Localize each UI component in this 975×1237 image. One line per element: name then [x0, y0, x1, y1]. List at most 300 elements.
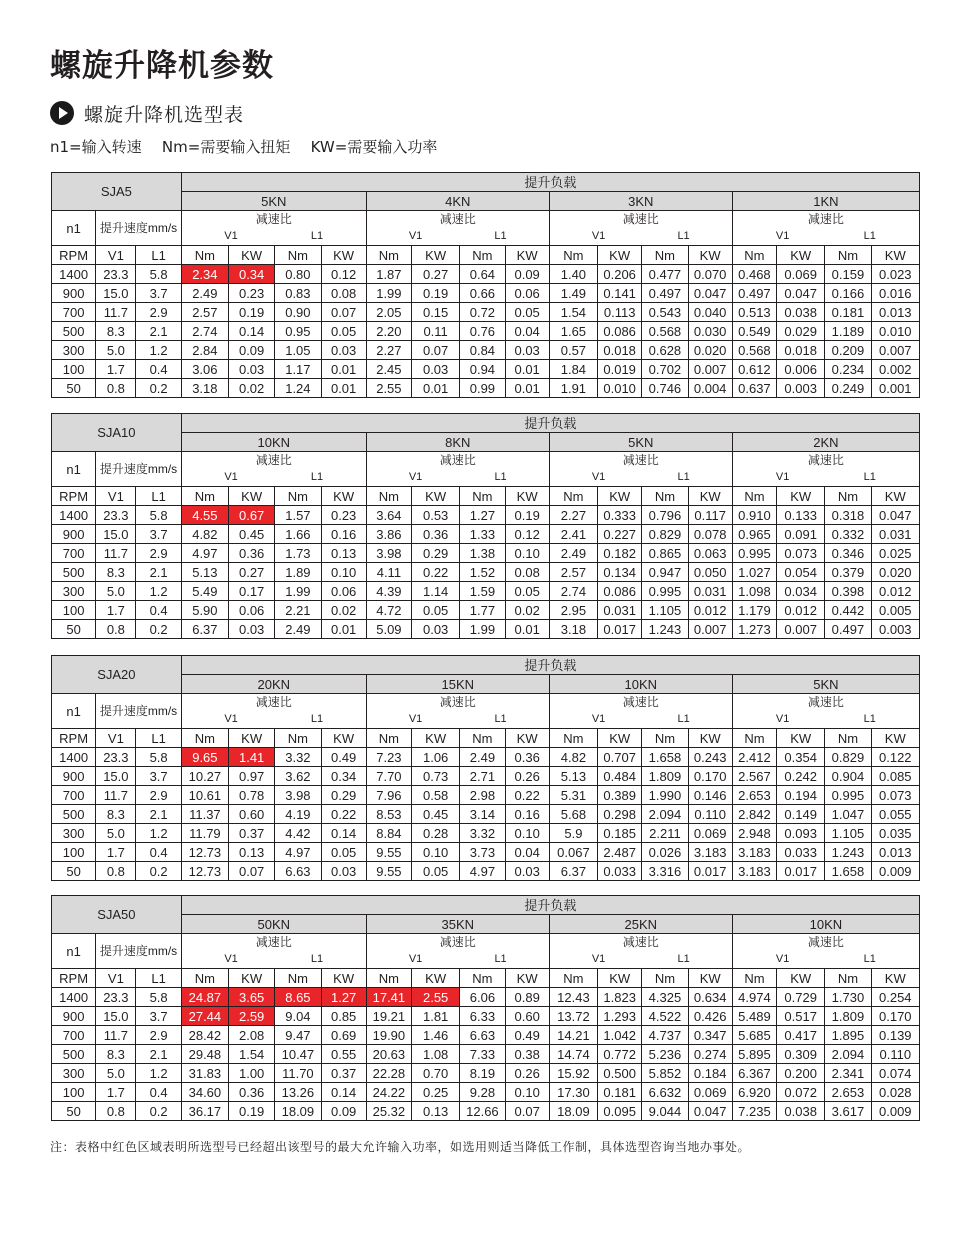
load-header: 50KN — [181, 915, 366, 934]
data-cell: 0.047 — [777, 284, 825, 303]
unit-kw: KW — [688, 969, 732, 988]
data-cell: 0.58 — [412, 786, 460, 805]
data-cell: 10.27 — [181, 767, 228, 786]
data-cell: 1400 — [52, 988, 96, 1007]
ratio-types — [367, 228, 549, 245]
data-cell: 27.44 — [181, 1007, 228, 1026]
unit-kw: KW — [871, 729, 919, 748]
data-cell: 2.49 — [549, 544, 597, 563]
data-cell: 0.332 — [825, 525, 871, 544]
data-cell: 6.33 — [460, 1007, 505, 1026]
unit-kw: KW — [777, 487, 825, 506]
lift-load-title: 提升负载 — [181, 414, 919, 433]
data-cell: 4.325 — [642, 988, 688, 1007]
load-header: 3KN — [549, 192, 732, 211]
data-cell: 3.7 — [136, 525, 181, 544]
unit-kw: KW — [871, 969, 919, 988]
data-cell: 0.194 — [777, 786, 825, 805]
data-cell: 0.8 — [96, 1102, 136, 1121]
data-cell: 3.7 — [136, 767, 181, 786]
data-cell: 1.49 — [549, 284, 597, 303]
ratio-label: 减速比 — [255, 695, 292, 709]
data-cell: 4.97 — [275, 843, 321, 862]
data-cell: 5.0 — [96, 341, 136, 360]
unit-kw: KW — [871, 246, 919, 265]
data-cell: 1.27 — [321, 988, 366, 1007]
data-cell: 0.16 — [505, 805, 549, 824]
data-cell: 29.48 — [181, 1045, 228, 1064]
table-row — [52, 843, 920, 862]
ratio-label: 减速比 — [255, 935, 292, 949]
unit-kw: KW — [688, 729, 732, 748]
data-cell: 15.0 — [96, 767, 136, 786]
unit-rpm: RPM — [52, 246, 96, 265]
ratio-types — [367, 469, 549, 486]
unit-rpm: RPM — [52, 969, 96, 988]
ratio-v1: V1 — [408, 953, 423, 965]
data-cell: 0.27 — [412, 265, 460, 284]
data-cell: 3.7 — [136, 1007, 181, 1026]
data-cell: 2.9 — [136, 786, 181, 805]
data-cell: 1.05 — [275, 341, 321, 360]
data-cell: 1.047 — [825, 805, 871, 824]
data-cell: 31.83 — [181, 1064, 228, 1083]
data-cell: 0.2 — [136, 862, 181, 881]
ratio-l1: L1 — [677, 713, 690, 725]
data-cell: 17.41 — [366, 988, 411, 1007]
data-cell: 0.13 — [321, 544, 366, 563]
data-cell: 0.03 — [505, 862, 549, 881]
data-cell: 2.948 — [732, 824, 776, 843]
ratio-l1: L1 — [677, 230, 690, 242]
data-cell: 0.019 — [598, 360, 642, 379]
data-cell: 3.183 — [688, 843, 732, 862]
data-cell: 19.90 — [366, 1026, 411, 1045]
data-cell: 2.57 — [549, 563, 597, 582]
data-cell: 3.86 — [366, 525, 411, 544]
ratio-types — [733, 228, 919, 245]
data-cell: 0.23 — [229, 284, 275, 303]
data-cell: 0.028 — [871, 1083, 919, 1102]
ratio-header — [732, 452, 919, 487]
data-cell: 0.047 — [688, 1102, 732, 1121]
data-cell: 1400 — [52, 748, 96, 767]
data-cell: 19.21 — [366, 1007, 411, 1026]
data-cell: 1.2 — [136, 824, 181, 843]
ratio-v1: V1 — [408, 471, 423, 483]
data-cell: 0.04 — [505, 322, 549, 341]
data-cell: 36.17 — [181, 1102, 228, 1121]
data-cell: 1400 — [52, 506, 96, 525]
data-cell: 0.354 — [777, 748, 825, 767]
ratio-types — [182, 711, 366, 728]
table-row — [52, 1064, 920, 1083]
data-cell: 0.184 — [688, 1064, 732, 1083]
data-cell: 1.658 — [642, 748, 688, 767]
data-cell: 0.4 — [136, 1083, 181, 1102]
data-cell: 900 — [52, 767, 96, 786]
data-cell: 0.03 — [229, 360, 275, 379]
data-cell: 5.09 — [366, 620, 411, 639]
ratio-label: 减速比 — [439, 695, 476, 709]
data-cell: 0.37 — [229, 824, 275, 843]
data-cell: 7.96 — [366, 786, 411, 805]
data-cell: 0.069 — [688, 1083, 732, 1102]
ratio-v1: V1 — [775, 471, 790, 483]
data-cell: 2.9 — [136, 544, 181, 563]
ratio-header — [181, 452, 366, 487]
unit-v1: V1 — [96, 729, 136, 748]
speed-unit: mm/s — [147, 703, 178, 718]
speed-label: 提升速度 — [99, 943, 148, 958]
data-cell: 0.13 — [229, 843, 275, 862]
data-cell: 700 — [52, 786, 96, 805]
data-cell: 0.99 — [460, 379, 505, 398]
data-cell: 0.03 — [412, 360, 460, 379]
unit-v1: V1 — [96, 246, 136, 265]
data-cell: 1400 — [52, 265, 96, 284]
unit-l1: L1 — [136, 246, 181, 265]
ratio-header — [366, 934, 549, 969]
data-cell: 700 — [52, 1026, 96, 1045]
unit-nm: Nm — [732, 969, 776, 988]
data-cell: 0.55 — [321, 1045, 366, 1064]
spec-table-sja20 — [51, 655, 920, 881]
data-cell: 3.18 — [549, 620, 597, 639]
ratio-l1: L1 — [677, 471, 690, 483]
data-cell: 9.47 — [275, 1026, 321, 1045]
data-cell: 700 — [52, 544, 96, 563]
data-cell: 1.59 — [460, 582, 505, 601]
data-cell: 0.02 — [505, 601, 549, 620]
data-cell: 0.85 — [321, 1007, 366, 1026]
data-cell: 0.26 — [505, 1064, 549, 1083]
data-cell: 11.7 — [96, 786, 136, 805]
data-cell: 1.89 — [275, 563, 321, 582]
data-cell: 0.10 — [321, 563, 366, 582]
data-cell: 0.017 — [688, 862, 732, 881]
data-cell: 0.086 — [598, 322, 642, 341]
speed-header — [96, 452, 182, 487]
data-cell: 0.01 — [412, 379, 460, 398]
unit-kw: KW — [688, 487, 732, 506]
table-row — [52, 322, 920, 341]
data-cell: 0.002 — [871, 360, 919, 379]
data-cell: 0.729 — [777, 988, 825, 1007]
data-cell: 6.63 — [275, 862, 321, 881]
data-cell: 12.73 — [181, 843, 228, 862]
ratio-v1: V1 — [591, 471, 606, 483]
data-cell: 8.3 — [96, 805, 136, 824]
data-cell: 0.170 — [688, 767, 732, 786]
data-cell: 0.117 — [688, 506, 732, 525]
data-cell: 11.37 — [181, 805, 228, 824]
data-cell: 0.08 — [321, 284, 366, 303]
data-cell: 0.086 — [598, 582, 642, 601]
data-cell: 4.737 — [642, 1026, 688, 1045]
data-cell: 50 — [52, 862, 96, 881]
data-cell: 0.006 — [777, 360, 825, 379]
ratio-v1: V1 — [224, 713, 238, 725]
data-cell: 0.181 — [598, 1083, 642, 1102]
data-cell: 1.81 — [412, 1007, 460, 1026]
data-cell: 0.22 — [505, 786, 549, 805]
n1-header: n1 — [52, 694, 96, 729]
ratio-label: 减速比 — [622, 212, 659, 226]
data-cell: 0.035 — [871, 824, 919, 843]
data-cell: 0.054 — [777, 563, 825, 582]
data-cell: 0.309 — [777, 1045, 825, 1064]
unit-nm: Nm — [181, 969, 228, 988]
data-cell: 0.22 — [321, 805, 366, 824]
data-cell: 3.06 — [181, 360, 228, 379]
data-cell: 2.842 — [732, 805, 776, 824]
data-cell: 1.41 — [229, 748, 275, 767]
lift-load-title: 提升负载 — [181, 173, 919, 192]
ratio-header — [732, 934, 919, 969]
data-cell: 0.4 — [136, 843, 181, 862]
data-cell: 0.166 — [825, 284, 871, 303]
data-cell: 0.122 — [871, 748, 919, 767]
lift-load-title: 提升负载 — [181, 656, 919, 675]
data-cell: 0.333 — [598, 506, 642, 525]
data-cell: 0.28 — [412, 824, 460, 843]
data-cell: 0.069 — [688, 824, 732, 843]
data-cell: 0.227 — [598, 525, 642, 544]
data-cell: 0.468 — [732, 265, 776, 284]
data-cell: 0.796 — [642, 506, 688, 525]
unit-kw: KW — [412, 246, 460, 265]
data-cell: 0.030 — [688, 322, 732, 341]
data-cell: 100 — [52, 601, 96, 620]
data-cell: 6.37 — [549, 862, 597, 881]
unit-kw: KW — [412, 487, 460, 506]
table-row — [52, 506, 920, 525]
data-cell: 0.67 — [229, 506, 275, 525]
data-cell: 0.09 — [229, 341, 275, 360]
ratio-l1: L1 — [863, 230, 876, 242]
unit-nm: Nm — [642, 969, 688, 988]
data-cell: 2.412 — [732, 748, 776, 767]
data-cell: 23.3 — [96, 748, 136, 767]
data-cell: 0.829 — [642, 525, 688, 544]
data-cell: 7.70 — [366, 767, 411, 786]
data-cell: 0.4 — [136, 601, 181, 620]
data-cell: 0.57 — [549, 341, 597, 360]
data-cell: 0.031 — [598, 601, 642, 620]
unit-nm: Nm — [825, 246, 871, 265]
data-cell: 0.07 — [505, 1102, 549, 1121]
data-cell: 11.7 — [96, 544, 136, 563]
data-cell: 12.66 — [460, 1102, 505, 1121]
unit-nm: Nm — [732, 487, 776, 506]
data-cell: 900 — [52, 1007, 96, 1026]
data-cell: 3.183 — [732, 843, 776, 862]
ratio-l1: L1 — [310, 471, 324, 483]
n1-header: n1 — [52, 452, 96, 487]
table-row — [52, 805, 920, 824]
ratio-types — [733, 951, 919, 968]
data-cell: 1.809 — [825, 1007, 871, 1026]
data-cell: 0.003 — [871, 620, 919, 639]
data-cell: 9.04 — [275, 1007, 321, 1026]
speed-label: 提升速度 — [99, 703, 148, 718]
data-cell: 0.007 — [777, 620, 825, 639]
data-cell: 1.2 — [136, 1064, 181, 1083]
data-cell: 0.17 — [229, 582, 275, 601]
data-cell: 0.14 — [321, 824, 366, 843]
data-cell: 0.03 — [412, 620, 460, 639]
unit-nm: Nm — [549, 246, 597, 265]
data-cell: 2.34 — [181, 265, 228, 284]
data-cell: 25.32 — [366, 1102, 411, 1121]
data-cell: 0.64 — [460, 265, 505, 284]
data-cell: 1.54 — [229, 1045, 275, 1064]
data-cell: 0.612 — [732, 360, 776, 379]
data-cell: 1.84 — [549, 360, 597, 379]
data-cell: 0.018 — [598, 341, 642, 360]
data-cell: 0.417 — [777, 1026, 825, 1045]
data-cell: 500 — [52, 322, 96, 341]
data-cell: 4.72 — [366, 601, 411, 620]
data-cell: 12.73 — [181, 862, 228, 881]
data-cell: 3.7 — [136, 284, 181, 303]
unit-kw: KW — [598, 729, 642, 748]
data-cell: 0.37 — [321, 1064, 366, 1083]
data-cell: 0.06 — [229, 601, 275, 620]
data-cell: 0.10 — [505, 824, 549, 843]
unit-nm: Nm — [275, 729, 321, 748]
data-cell: 8.53 — [366, 805, 411, 824]
speed-unit: mm/s — [147, 220, 178, 235]
table-row — [52, 601, 920, 620]
data-cell: 7.235 — [732, 1102, 776, 1121]
data-cell: 2.08 — [229, 1026, 275, 1045]
data-cell: 0.829 — [825, 748, 871, 767]
unit-kw: KW — [321, 246, 366, 265]
data-cell: 0.70 — [412, 1064, 460, 1083]
data-cell: 0.170 — [871, 1007, 919, 1026]
data-cell: 0.568 — [732, 341, 776, 360]
speed-unit: mm/s — [147, 943, 178, 958]
data-cell: 3.617 — [825, 1102, 871, 1121]
data-cell: 0.023 — [871, 265, 919, 284]
data-cell: 2.49 — [460, 748, 505, 767]
data-cell: 300 — [52, 1064, 96, 1083]
data-cell: 0.095 — [598, 1102, 642, 1121]
data-cell: 2.41 — [549, 525, 597, 544]
data-cell: 0.318 — [825, 506, 871, 525]
unit-nm: Nm — [366, 729, 411, 748]
data-cell: 6.367 — [732, 1064, 776, 1083]
ratio-l1: L1 — [494, 713, 507, 725]
data-cell: 5.13 — [549, 767, 597, 786]
table-row — [52, 265, 920, 284]
table-row — [52, 341, 920, 360]
data-cell: 0.84 — [460, 341, 505, 360]
data-cell: 0.033 — [598, 862, 642, 881]
data-cell: 23.3 — [96, 988, 136, 1007]
data-cell: 4.97 — [460, 862, 505, 881]
data-cell: 0.497 — [732, 284, 776, 303]
data-cell: 4.974 — [732, 988, 776, 1007]
data-cell: 0.01 — [321, 360, 366, 379]
data-cell: 0.49 — [505, 1026, 549, 1045]
unit-nm: Nm — [181, 487, 228, 506]
data-cell: 1.17 — [275, 360, 321, 379]
data-cell: 0.73 — [412, 767, 460, 786]
data-cell: 1.7 — [96, 843, 136, 862]
data-cell: 1.54 — [549, 303, 597, 322]
ratio-l1: L1 — [494, 471, 507, 483]
load-header: 4KN — [366, 192, 549, 211]
data-cell: 5.31 — [549, 786, 597, 805]
ratio-header — [181, 934, 366, 969]
data-cell: 0.05 — [412, 862, 460, 881]
data-cell: 0.36 — [229, 544, 275, 563]
data-cell: 0.298 — [598, 805, 642, 824]
spec-table-sja10 — [51, 413, 920, 639]
table-row — [52, 525, 920, 544]
data-cell: 3.32 — [460, 824, 505, 843]
data-cell: 2.71 — [460, 767, 505, 786]
unit-nm: Nm — [460, 969, 505, 988]
data-cell: 300 — [52, 824, 96, 843]
data-cell: 0.020 — [871, 563, 919, 582]
data-cell: 0.018 — [777, 341, 825, 360]
data-cell: 0.085 — [871, 767, 919, 786]
ratio-header — [366, 452, 549, 487]
data-cell: 0.149 — [777, 805, 825, 824]
data-cell: 0.06 — [321, 582, 366, 601]
unit-v1: V1 — [96, 487, 136, 506]
data-cell: 24.22 — [366, 1083, 411, 1102]
ratio-header — [732, 694, 919, 729]
data-cell: 1.7 — [96, 1083, 136, 1102]
ratio-l1: L1 — [494, 953, 507, 965]
ratio-v1: V1 — [775, 230, 790, 242]
data-cell: 3.98 — [275, 786, 321, 805]
data-cell: 0.007 — [688, 360, 732, 379]
data-cell: 7.33 — [460, 1045, 505, 1064]
unit-nm: Nm — [366, 246, 411, 265]
data-cell: 0.047 — [871, 506, 919, 525]
data-cell: 100 — [52, 843, 96, 862]
data-cell: 1.105 — [642, 601, 688, 620]
data-cell: 2.1 — [136, 563, 181, 582]
data-cell: 3.62 — [275, 767, 321, 786]
ratio-label: 减速比 — [807, 453, 844, 467]
unit-kw: KW — [321, 969, 366, 988]
data-cell: 0.89 — [505, 988, 549, 1007]
data-cell: 6.920 — [732, 1083, 776, 1102]
data-cell: 0.02 — [229, 379, 275, 398]
data-cell: 0.36 — [229, 1083, 275, 1102]
data-cell: 0.634 — [688, 988, 732, 1007]
data-cell: 7.23 — [366, 748, 411, 767]
data-cell: 0.12 — [321, 265, 366, 284]
table-row — [52, 786, 920, 805]
data-cell: 4.55 — [181, 506, 228, 525]
data-cell: 0.15 — [412, 303, 460, 322]
data-cell: 1.823 — [598, 988, 642, 1007]
data-cell: 0.009 — [871, 862, 919, 881]
table-row — [52, 862, 920, 881]
speed-label: 提升速度 — [99, 461, 148, 476]
data-cell: 2.1 — [136, 322, 181, 341]
data-cell: 5.8 — [136, 506, 181, 525]
data-cell: 0.865 — [642, 544, 688, 563]
